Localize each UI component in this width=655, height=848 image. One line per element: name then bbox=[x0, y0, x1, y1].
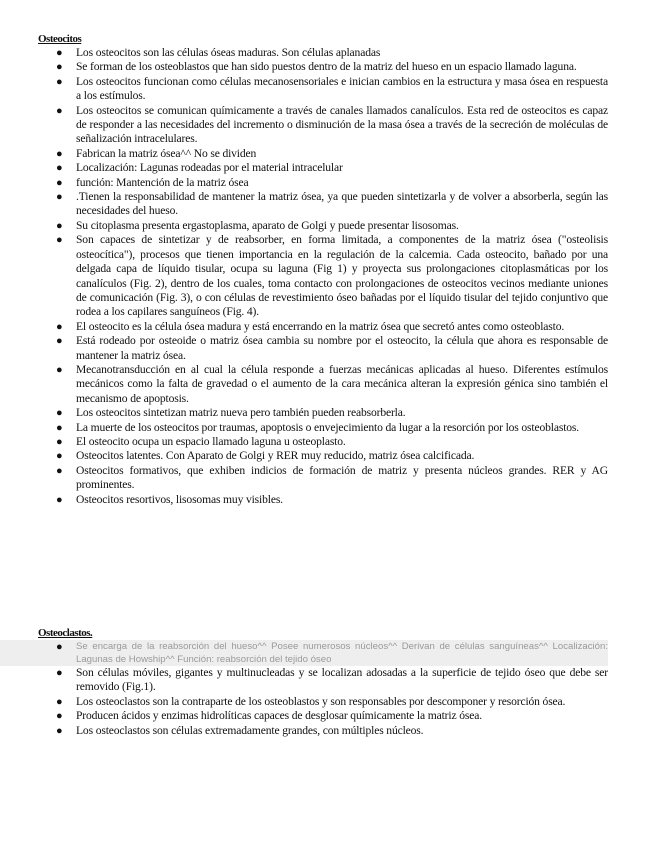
list-item: ● Los osteocitos son las células óseas maduras. Son células aplanadas bbox=[56, 46, 381, 59]
bullet-icon: ● bbox=[56, 176, 63, 189]
list-item: ● Son capaces de sintetizar y de reabsorber, en forma limitada, a componentes de la matriz ósea ("osteolisis osteocítica"), procesos que tienen importancia en la regulación de la calcemia. Cada osteocito, bañado por una delgada capa de líquido tisular, ocupa su laguna (Fig 1) y proyecta sus prolongaciones citoplasmáticas por los canalículos (Fig. 2), dentro de los cuales, toma contacto con prolongaciones de osteocitos vecinos mediante uniones de comunicación (Fig. 3), o con células de revestimiento óseo bañadas por el líquido tisular del tejido conjuntivo que rodea a los capilares sanguíneos (Fig. 4). bbox=[56, 233, 608, 319]
osteocitos-heading: Osteocitos bbox=[38, 33, 82, 45]
list-item: ● Su citoplasma presenta ergastoplasma, aparato de Golgi y puede presentar lisosomas. bbox=[56, 218, 459, 232]
highlighted-list-item: ● Se encarga de la reabsorción del hueso^^ Posee numerosos núcleos^^ Derivan de células sanguíneas^^ Localización: Lagunas de Howship^^ Función: reabsorción del tejido óseo bbox=[0, 640, 608, 666]
bullet-icon: ● bbox=[56, 435, 63, 448]
list-item: ● Los osteocitos se comunican químicamente a través de canales llamados canalículos. Esta red de osteocitos es capaz de responder a las necesidades del incremento o disminución de la masa ósea a través de la secreción de moléculas de señalización intracelulares. bbox=[56, 103, 608, 146]
bullet-icon: ● bbox=[56, 695, 63, 708]
list-item: ● Son células móviles, gigantes y multinucleadas y se localizan adosadas a la superficie de tejido óseo que debe ser removido (Fig.1). bbox=[56, 666, 608, 694]
bullet-icon: ● bbox=[56, 61, 63, 74]
bullet-icon: ● bbox=[56, 234, 63, 247]
list-item: ● Localización: Lagunas rodeadas por el material intracelular bbox=[56, 161, 343, 175]
list-item: ● Producen ácidos y enzimas hidrolíticas capaces de desglosar químicamente la matriz ósea. bbox=[56, 709, 482, 723]
bullet-icon: ● bbox=[56, 493, 63, 506]
list-item: ● El osteocito es la célula ósea madura y está encerrando en la matriz ósea que secretó antes como osteoblasto. bbox=[56, 319, 565, 333]
list-item: ● La muerte de los osteocitos por traumas, apoptosis o envejecimiento da lugar a la resorción por los osteoblastos. bbox=[56, 420, 580, 434]
list-item: ● Osteocitos latentes. Con Aparato de Golgi y RER muy reducido, matriz ósea calcificada. bbox=[56, 449, 475, 463]
bullet-icon: ● bbox=[56, 162, 63, 175]
osteocitos-list bbox=[0, 46, 608, 507]
osteoclastos-list bbox=[0, 640, 608, 738]
list-item: ● Los osteoclastos son la contraparte de los osteoblastos y son responsables por descomponer y resorción ósea. bbox=[56, 694, 566, 708]
bullet-icon: ● bbox=[56, 464, 63, 477]
bullet-icon: ● bbox=[56, 104, 63, 117]
bullet-icon: ● bbox=[56, 75, 63, 88]
list-item: ● Los osteocitos funcionan como células mecanosensoriales e inician cambios en la estructura y masa ósea en respuesta a los estímulos. bbox=[56, 74, 608, 103]
list-item: ● Los osteoclastos son células extremadamente grandes, con múltiples núcleos. bbox=[56, 723, 424, 737]
bullet-icon: ● bbox=[56, 641, 63, 653]
list-item: ● Está rodeado por osteoide o matriz ósea cambia su nombre por el osteocito, la célula que ahora es responsable de mantener la matriz ósea. bbox=[56, 334, 608, 362]
list-item: ● Mecanotransducción en al cual la célula responde a fuerzas mecánicas aplicadas al hueso. Diferentes estímulos mecánicos como la falta de gravedad o el aumento de la cara mecánica alteran la expresión génica sino también el mecanismo de apoptosis. bbox=[56, 362, 608, 405]
bullet-icon: ● bbox=[56, 667, 63, 679]
bullet-icon: ● bbox=[56, 450, 63, 463]
bullet-icon: ● bbox=[56, 724, 63, 737]
list-item: ● función: Mantención de la matriz ósea bbox=[56, 175, 249, 189]
list-item: ● Osteocitos formativos, que exhiben indicios de formación de matriz y presenta núcleos grandes. RER y AG prominentes. bbox=[56, 463, 608, 492]
bullet-icon: ● bbox=[56, 147, 63, 160]
list-item: ● Se forman de los osteoblastos que han sido puestos dentro de la matriz del hueso en un espacio llamado laguna. bbox=[56, 60, 577, 74]
bullet-icon: ● bbox=[56, 219, 63, 232]
bullet-icon: ● bbox=[56, 320, 63, 333]
list-item: ● El osteocito ocupa un espacio llamado laguna u osteoplasto. bbox=[56, 434, 346, 448]
bullet-icon: ● bbox=[56, 407, 63, 420]
list-item: ● Fabrican la matriz ósea^^ No se dividen bbox=[56, 146, 257, 160]
bullet-icon: ● bbox=[56, 335, 63, 348]
bullet-icon: ● bbox=[56, 421, 63, 434]
bullet-icon: ● bbox=[56, 191, 63, 204]
list-item: ● Osteocitos resortivos, lisosomas muy visibles. bbox=[56, 492, 283, 506]
bullet-icon: ● bbox=[56, 363, 63, 376]
osteoclastos-heading: Osteoclastos. bbox=[38, 627, 93, 639]
list-item: ● .Tienen la responsabilidad de mantener la matriz ósea, ya que pueden sintetizarla y de volver a absorberla, según las necesidades del hueso. bbox=[56, 190, 608, 218]
bullet-icon: ● bbox=[56, 710, 63, 723]
list-item: ● Los osteocitos sintetizan matriz nueva pero también pueden reabsorberla. bbox=[56, 406, 406, 420]
bullet-icon: ● bbox=[56, 47, 63, 59]
